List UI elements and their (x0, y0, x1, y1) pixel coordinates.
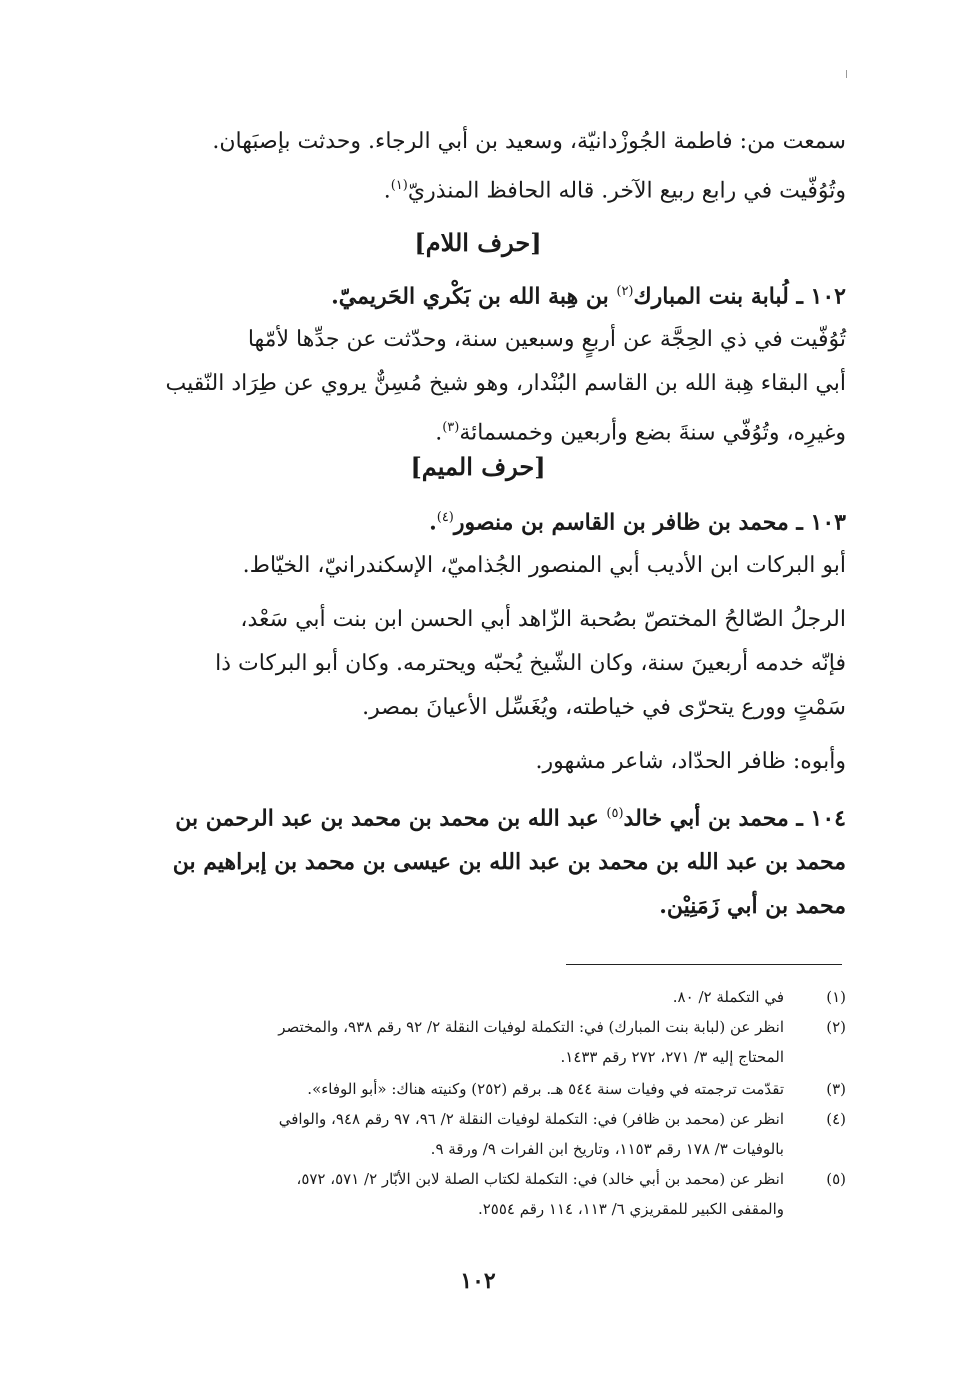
footnote-3 (110, 1074, 846, 1104)
entry-title: ١٠٢ ـ لُبابة بنت المبارك$^{(٢)}$ بن هِبة الله بن بَكْري الحَريميّ. (331, 283, 846, 310)
body-line: تُوُفّيت في ذي الحِجَّة عن أربعٍ وسبعين سنة، وحدّثت عن جدِّها لأمّها (247, 327, 846, 353)
footnote-text: المحتاج إليه ٣/ ٢٧١، ٢٧٢ رقم ١٤٣٣. (560, 1048, 784, 1066)
section-heading-lam: [حرف اللام] (414, 228, 542, 257)
entry-103-father (114, 740, 846, 784)
body-line: وأبوه: ظافر الحدّاد، شاعر مشهور. (535, 749, 846, 774)
entry-title-line: محمد بن أبي زَمَنِيْن. (659, 893, 846, 920)
body-line: أبي البقاء هِبة الله بن القاسم البُنْدار، وهو شيخ مُسِنٌّ يروي عن طِرَاد النّقيب (165, 371, 846, 397)
footnote-number: (٥) (826, 1170, 846, 1188)
footnote-ref: (٢) (616, 284, 634, 299)
page-number: ١٠٢ (460, 1268, 496, 1294)
section-heading-mim: [حرف الميم] (410, 452, 546, 481)
footnote-ref: (٥) (606, 806, 624, 821)
footnote-number: (١) (826, 988, 846, 1006)
body-line: أبو البركات ابن الأديب أبي المنصور الجُذاميّ، الإسكندرانيّ، الخيّاط. (242, 553, 846, 579)
footnote-text: في التكملة ٢/ ٨٠. (672, 988, 784, 1006)
entry-103-paragraph (114, 598, 846, 730)
footnote-ref: (٤) (436, 510, 454, 525)
footnote-text: انظر عن (لبابة بنت المبارك) في: التكملة لوفيات النقلة ٢/ ٩٢ رقم ٩٣٨، والمختصر (278, 1018, 784, 1036)
footnote-text: والمقفى الكبير للمقريزي ٦/ ١١٣، ١١٤ رقم ٢٥٥٤. (477, 1200, 784, 1218)
footnote-2 (110, 1012, 846, 1072)
footnote-text: تقدّمت ترجمته في وفيات سنة ٥٤٤ هـ. برقم (٢٥٢) وكنيته هناك: «أبو الوفاء». (307, 1080, 784, 1098)
entry-102 (114, 270, 846, 456)
entry-title: ١٠٤ ـ محمد بن أبي خالد$^{(٥)}$ عبد الله بن محمد بن محمد بن عبد الرحمن بن (175, 805, 846, 832)
footnote-text: انظر عن (محمد بن أبي خالد) في: التكملة لكتاب الصلة لابن الأبّار ٢/ ٥٧١، ٥٧٢، (296, 1170, 784, 1188)
footnote-text: بالوفيات ٣/ ١٧٨ رقم ١١٥٣، وتاريخ ابن الفرات ٩/ ورقة ٩. (430, 1140, 784, 1158)
footnote-5 (110, 1164, 846, 1224)
footnote-number: (٤) (826, 1110, 846, 1128)
entry-title: ١٠٣ ـ محمد بن ظافر بن القاسم بن منصور$^{(٤)}$. (429, 509, 846, 536)
body-line: سَمْتٍ وورع يتحرّى في خياطته، ويُغَسِّل الأعيانَ بمصر. (362, 695, 846, 720)
footnote-number: (٣) (826, 1080, 846, 1098)
footnote-1 (110, 982, 846, 1012)
body-line: الرجلُ الصّالحُ المختصّ بصُحبة الزّاهد أبي الحسن ابن بنت أبي سَعْد، (240, 607, 846, 632)
body-line: سمعت من: فاطمة الجُوزْدانيّة، وسعيد بن أبي الرجاء. وحدثت بإصبَهان. (212, 129, 846, 154)
footnote-number: (٢) (826, 1018, 846, 1036)
footnote-divider (566, 964, 842, 965)
margin-mark (846, 70, 847, 78)
footnote-ref: (١) (390, 178, 408, 193)
footnote-text: انظر عن (محمد بن ظافر) في: التكملة لوفيات النقلة ٢/ ٩٦، ٩٧ رقم ٩٤٨، والوافي (278, 1110, 784, 1128)
footnote-ref: (٣) (442, 420, 460, 436)
entry-title-line: محمد بن عبد الله بن محمد بن عبد الله بن عيسى بن محمد بن إبراهيم بن (172, 849, 846, 876)
body-line: وغيرِه، وتُوُفّي سنةَ بضع وأربعين وخمسمائة$^{(٣)}$. (435, 420, 846, 446)
entry-103 (114, 496, 846, 588)
body-line: فإنّه خدمه أربعينَ سنة، وكان الشّيخ يُحبّه ويحترمه. وكان أبو البركات ذا (215, 651, 846, 676)
footnote-4 (110, 1104, 846, 1164)
body-line: وتُوُفّيت في رابع ربيع الآخر. قاله الحافظ المنذريّ$^{(١)}$. (383, 178, 846, 204)
entry-104 (114, 792, 846, 928)
intro-paragraph (114, 120, 846, 213)
